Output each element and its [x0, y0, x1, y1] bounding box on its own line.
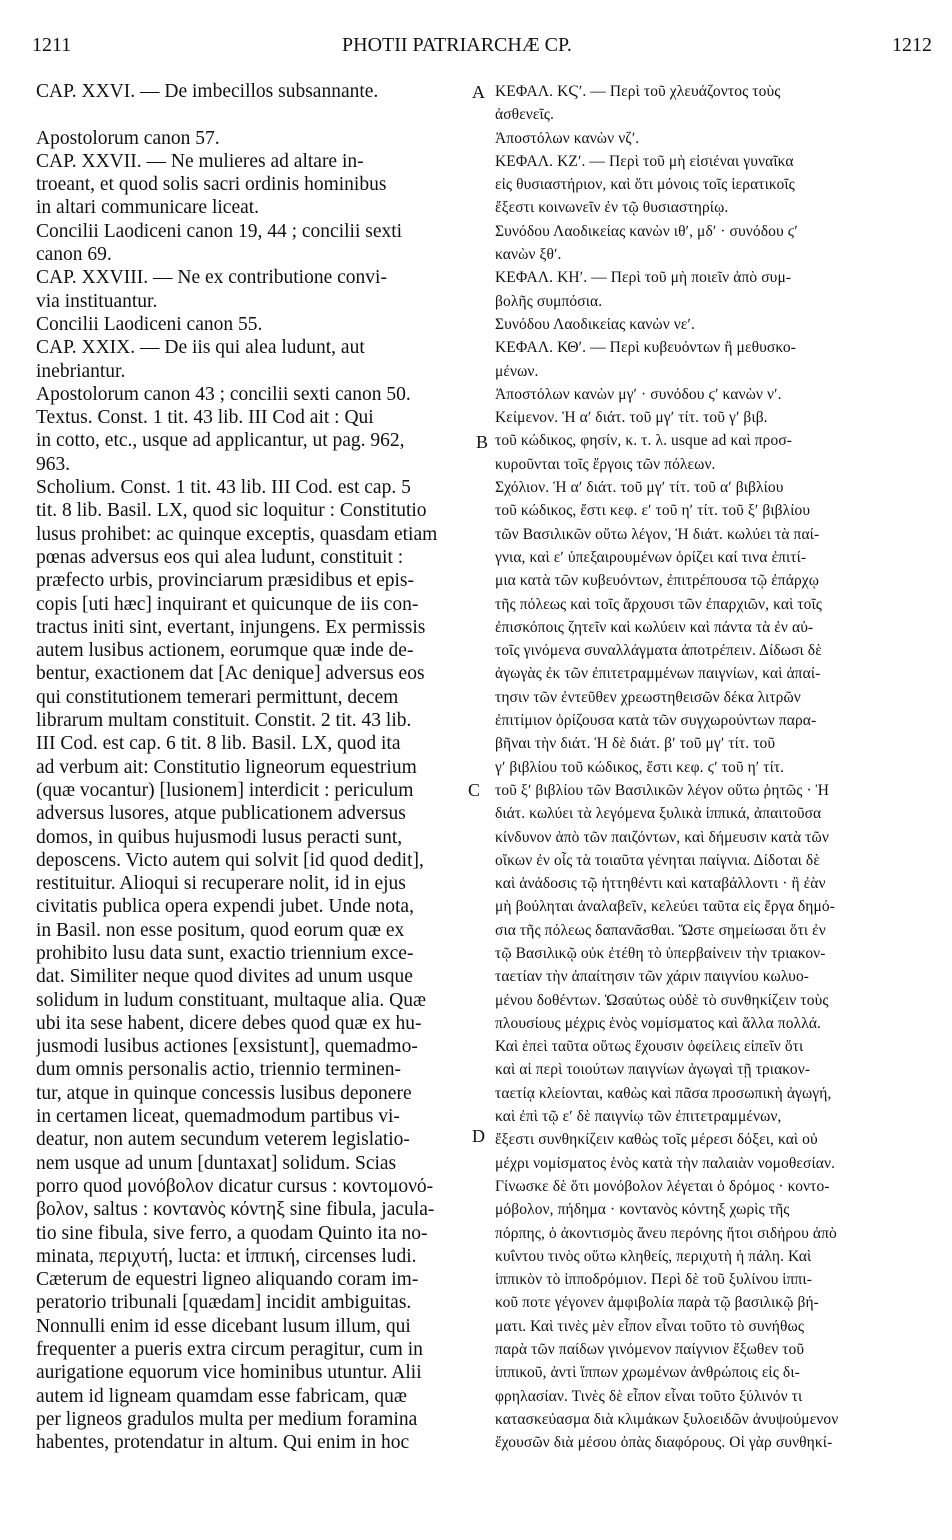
greek-text-line: Γίνωσκε δὲ ὅτι μονόβολον λέγεται ὁ δρόμος · κοντο- [495, 1177, 830, 1195]
section-marker-a: A [472, 82, 485, 102]
greek-text-line: σια τῆς πόλεως δαπανᾶσθαι. Ὥστε σημείωσαι ὅτι ἐν [495, 921, 826, 939]
latin-text-line: βολον, saltus : κοντανὸς κόντηξ sine fibula, jacula- [36, 1199, 435, 1221]
latin-text-line: præfecto urbis, provinciarum præsidibus et epis- [36, 570, 415, 592]
greek-text-line: τησιν τῶν ἐντεῦθεν χρεωστηθεισῶν δέκα λιτρῶν [495, 688, 801, 706]
greek-text-line: ματι. Καὶ τινὲς μὲν εἶπον εἶναι τοῦτο τὸ συνήθως [495, 1317, 805, 1335]
latin-text-line: deatur, non autem secundum veterem legislatio- [36, 1129, 410, 1151]
latin-text-line: ubi ita sese habent, dicere debes quod quæ ex hu- [36, 1012, 422, 1034]
latin-text-line: domos, in quibus hujusmodi lusus peracti sunt, [36, 826, 403, 848]
latin-text-line: Concilii Laodiceni canon 55. [36, 313, 263, 335]
latin-text-line: peratorio tribunali [quædam] incidit ambiguitas. [36, 1292, 412, 1314]
latin-text-line: lusus prohibet: ac quinque exceptis, quasdam etiam [36, 523, 438, 545]
greek-text-line: ἀσθενεῖς. [495, 106, 555, 124]
latin-text-line: in certamen liceat, quemadmodum partibus vi- [36, 1106, 400, 1128]
latin-text-line: restituitur. Alioqui si recuperare nolit, id in ejus [36, 873, 406, 895]
latin-text-line: via instituantur. [36, 290, 158, 312]
latin-text-line: dum omnis personalis actio, triennio terminen- [36, 1059, 402, 1081]
greek-text-line: εἰς θυσιαστήριον, καὶ ὅτι μόνοις τοῖς ἱερατικοῖς [495, 176, 795, 194]
page-header [32, 34, 932, 64]
greek-text-line: κυροῦνται τοῖς ἔργοις τῶν πόλεων. [495, 455, 716, 473]
greek-text-line: τῷ Βασιλικῷ οὐκ ἐτέθη τὸ ὑπερβαίνειν τὴν τριακον- [495, 944, 826, 962]
greek-text-line: ἔχουσῶν διὰ μέσου ὀπὰς διαφόρους. Οἱ γὰρ συνθηκί- [495, 1434, 833, 1452]
greek-text-line: τοῦ κώδικος, ἔστι κεφ. εʹ τοῦ ηʹ τίτ. τοῦ ξʹ βιβλίου [495, 502, 811, 520]
latin-text-line: Cæterum de equestri ligneo aliquando coram im- [36, 1269, 419, 1291]
greek-text-line: φρηλασίαν. Τινὲς δὲ εἶπον εἶναι τοῦτο ξύλινόν τι [495, 1387, 803, 1405]
latin-text-line: pœnas adversus eos qui alea ludunt, constituit : [36, 546, 404, 568]
greek-text-line: Ἀποστόλων κανὼν νζʹ. [495, 129, 640, 147]
greek-text-line: ἐπιτίμιον ὁρίζουσα κατὰ τῶν συγχωρούντων παρα- [495, 712, 817, 730]
greek-text-line: ἱππικοῦ, ἀντὶ ἵππων χρωμένων ἀνθρώποις εἰς δι- [495, 1364, 800, 1382]
latin-text-line: solidum in ludum constituant, multaque alia. Quæ [36, 989, 426, 1011]
greek-text-line: ἐπισκόποις ζητεῖν καὶ κωλύειν καὶ πάντα τὰ ἐν αὐ- [495, 618, 814, 636]
latin-text-line: tit. 8 lib. Basil. LX, quod sic loquitur : Constitutio [36, 500, 427, 522]
latin-text-line: bentur, exactionem dat [Ac denique] adversus eos [36, 663, 425, 685]
greek-text-line: Συνόδου Λαοδικείας κανὼν ιθʹ, μδʹ · συνόδου ϛʹ [495, 222, 798, 240]
greek-text-line: κίνδυνον ἀπὸ τῶν παιζόντων, καὶ δήμευσιν κατὰ τῶν [495, 828, 829, 846]
latin-text-line [36, 103, 468, 126]
greek-text-line: Σχόλιον. Ἡ αʹ διάτ. τοῦ μγʹ τίτ. τοῦ αʹ βιβλίου [495, 479, 784, 497]
latin-text-line: in Basil. non esse positum, quod eorum quæ ex [36, 919, 405, 941]
latin-text-line: III Cod. est cap. 6 tit. 8 lib. Basil. LX, quod ita [36, 733, 401, 755]
latin-text-line: tur, atque in quinque concessis lusibus deponere [36, 1082, 412, 1104]
greek-column [495, 80, 935, 1455]
latin-text-line: tractus initi sint, evertant, injungens. Ex permissis [36, 616, 426, 638]
greek-text-line: μένων. [495, 362, 539, 380]
greek-text-line: ΚΕΦΑΛ. ΚϚʹ. — Περὶ τοῦ χλευάζοντος τοὺς [495, 83, 781, 100]
latin-text-line: (quæ vocantur) [lusionem] interdicit : periculum [36, 779, 414, 801]
latin-text-line: troeant, et quod solis sacri ordinis hominibus [36, 174, 387, 196]
greek-text-line: τοῖς γινόμενα συναλλάγματα ἀποτρέπειν. Δίδωσι δὲ [495, 642, 822, 660]
greek-text-line: γʹ βιβλίου τοῦ κώδικος, ἔστι κεφ. ϛʹ τοῦ ηʹ τίτ. [495, 758, 785, 776]
greek-text-line: παρὰ τῶν παίδων γινόμενον παίγνιον ἔξωθεν τοῦ [495, 1341, 805, 1359]
greek-text-line: καὶ ἀνάδοσις τῷ ἡττηθέντι καὶ καταβάλλοντι · ἢ ἐὰν [495, 875, 826, 893]
latin-text-line: librarum multam constituit. Constit. 2 tit. 43 lib. [36, 710, 412, 732]
latin-text-line: copis [uti hæc] inquirant et quicunque de iis con- [36, 593, 419, 615]
latin-text-line: Apostolorum canon 57. [36, 127, 220, 149]
greek-text-line: μια κατὰ τῶν κυβευόντων, ἐπιτρέπουσα τῷ ἐπάρχῳ [495, 572, 820, 590]
greek-text-line: Κείμενον. Ἡ αʹ διάτ. τοῦ μγʹ τίτ. τοῦ γʹ βιβ. [495, 409, 768, 427]
latin-text-line: aurigatione equorum vice hominibus utuntur. Alii [36, 1362, 422, 1384]
greek-text-line: μένου δοθέντων. Ὡσαύτως οὐδὲ τὸ συνθηκίζειν τοὺς [495, 991, 829, 1009]
greek-text-line: Καὶ ἐπεὶ ταῦτα οὕτως ἔχουσιν ὀφείλεις εἰπεῖν ὅτι [495, 1038, 804, 1056]
greek-text-line: πλουσίους μέχρις ἑνὸς νομίσματος καὶ ἄλλα πολλά. [495, 1014, 822, 1032]
latin-text-line: inebriantur. [36, 360, 126, 382]
latin-text-line: civitatis publica opera expendi jubet. Unde nota, [36, 896, 414, 918]
greek-text-line: μέχρι νομίσματος ἑνὸς κατὰ τὴν παλαιὰν νομοθεσίαν. [495, 1154, 836, 1172]
latin-text-line: CAP. XXVI. — De imbecillos subsannante. [36, 81, 379, 102]
latin-text-line: Scholium. Const. 1 tit. 43 lib. III Cod. est cap. 5 [36, 477, 411, 499]
latin-text-line: nem usque ad unum [duntaxat] solidum. Scias [36, 1152, 397, 1174]
greek-text-line: γνια, καὶ εʹ ὑπεξαιρουμένων ὁρίζει καί τινα ἐπιτί- [495, 548, 807, 566]
latin-text-line: frequenter a pueris extra circum peragitur, cum in [36, 1339, 423, 1361]
latin-text-line: Concilii Laodiceni canon 19, 44 ; concilii sexti [36, 220, 403, 242]
greek-text-line: Συνόδου Λαοδικείας κανὼν νεʹ. [495, 315, 695, 333]
latin-text-line: in cotto, etc., usque ad applicantur, ut pag. 962, [36, 430, 405, 452]
greek-text-line: ταετίᾳ κλείονται, καθὼς καὶ πᾶσα προσωπικὴ ἀγωγή, [495, 1084, 832, 1102]
latin-text-line: dat. Similiter neque quod divites ad unum usque [36, 966, 413, 988]
section-marker-c: C [468, 780, 481, 800]
latin-text-line: CAP. XXVIII. — Ne ex contributione convi- [36, 267, 387, 289]
latin-text-line: adversus lusores, atque publicationem adversus [36, 803, 406, 825]
latin-text-line: porro quod μονόβολον dicatur cursus : κοντομονό- [36, 1175, 434, 1197]
greek-text-line: ἔξεστι συνθηκίζειν καθὼς τοῖς μέρεσι δόξει, καὶ οὐ [495, 1131, 818, 1149]
greek-text-line: ἀγωγὰς ἐκ τῶν ἐπιτετραμμένων παιγνίων, καὶ ἀπαί- [495, 665, 821, 683]
greek-text-line: τῆς πόλεως καὶ τοῖς ἄρχουσι τῶν ἐπαρχιῶν, καὶ τοῖς [495, 595, 823, 613]
greek-text-line: ἔξεστι κοινωνεῖν ἐν τῷ θυσιαστηρίῳ. [495, 199, 729, 217]
latin-text-line: in altari communicare liceat. [36, 197, 260, 219]
latin-text-line: qui constitutionem temerari permittunt, decem [36, 686, 399, 708]
latin-text-line: Nonnulli enim id esse dicebant lusum illum, qui [36, 1315, 411, 1337]
greek-text-line: ΚΕΦΑΛ. ΚΘʹ. — Περὶ κυβευόντων ἢ μεθυσκο- [495, 339, 797, 357]
running-title: PHOTII PATRIARCHÆ CP. [342, 34, 572, 56]
greek-text-line: καὶ αἱ περὶ τοιούτων παιγνίων ἀγωγαὶ τῇ τριακον- [495, 1061, 811, 1079]
greek-text-line: ΚΕΦΑΛ. ΚΗʹ. — Περὶ τοῦ μὴ ποιεῖν ἀπὸ συμ- [495, 269, 792, 287]
latin-text-line: CAP. XXVII. — Ne mulieres ad altare in- [36, 150, 364, 172]
latin-text-line: prohibito lusu data sunt, exactio triennium exce- [36, 942, 414, 964]
greek-text-line: βῆναι τὴν διάτ. Ἡ δὲ διάτ. βʹ τοῦ μγʹ τίτ. τοῦ [495, 735, 776, 753]
greek-text-line: καὶ ἐπὶ τῷ εʹ δὲ παιγνίῳ τῶν ἐπιτετραμμένων, [495, 1108, 782, 1126]
greek-text-line: ἱππικὸν τὸ ἱπποδρόμιον. Περὶ δὲ τοῦ ξυλίνου ἱππι- [495, 1271, 812, 1289]
greek-text-line: κυΐντου τινὸς οὕτω κληθείς, περιχυτὴ ἡ πάλη. Καὶ [495, 1247, 812, 1265]
latin-text-line: Textus. Const. 1 tit. 43 lib. III Cod ait : Qui [36, 407, 374, 429]
latin-text-line: jusmodi lusibus actiones [exsistunt], quemadmo- [36, 1036, 418, 1058]
greek-text-line: οἴκων ἐν οἷς τὰ τοιαῦτα γένηται παίγνια. Δίδοται δὲ [495, 851, 820, 869]
page-number-left: 1211 [32, 34, 72, 56]
greek-text-line: μόβολον, πήδημα · κοντανὸς κόντηξ χωρὶς τῆς [495, 1201, 790, 1219]
greek-text-line: πόρπης, ὁ ἀκοντισμὸς ἄνευ περόνης ἤτοι σιδήρου ἀπὸ [495, 1224, 837, 1242]
latin-text-line: 963. [36, 453, 71, 475]
latin-text-line: habentes, protendatur in altum. Qui enim in hoc [36, 1432, 410, 1454]
latin-text-line: tio sine fibula, sive ferro, a quodam Quinto ita no- [36, 1222, 428, 1244]
greek-text-line: τῶν Βασιλικῶν οὕτω λέγον, Ἡ διάτ. κωλύει τὰ παί- [495, 525, 820, 543]
latin-column [36, 80, 468, 1455]
latin-text-line: minata, περιχυτή, lucta: et ἱππική, circenses ludi. [36, 1245, 417, 1267]
greek-text-line: κανὼν ξθʹ. [495, 246, 562, 264]
greek-text-line: τοῦ ξʹ βιβλίου τῶν Βασιλικῶν λέγον οὕτω ῥητῶς · Ἡ [495, 781, 830, 799]
greek-text-line: κατασκεύασμα διὰ κλιμάκων ξυλοειδῶν ἀνυψούμενον [495, 1410, 839, 1428]
greek-text-line: βολῆς συμπόσια. [495, 292, 603, 310]
greek-text-line: κοῦ ποτε γέγονεν ἀμφιβολία παρὰ τῷ βασιλικῷ βή- [495, 1294, 819, 1312]
section-marker-b: B [476, 432, 489, 452]
latin-text-line: per ligneos gradulos multa per medium foramina [36, 1408, 418, 1430]
greek-text-line: ΚΕΦΑΛ. ΚΖʹ. — Περὶ τοῦ μὴ εἰσιέναι γυναῖκα [495, 152, 794, 170]
latin-text-line: canon 69. [36, 244, 112, 266]
greek-text-line: διάτ. κωλύει τὰ λεγόμενα ξυλικὰ ἱππικά, ἀπαιτοῦσα [495, 805, 822, 823]
latin-text-line: autem id ligneam quamdam esse fabricam, quæ [36, 1385, 407, 1407]
greek-text-line: μὴ βούληται ἀναλαβεῖν, κελεύει ταῦτα εἰς ἔργα δημό- [495, 898, 836, 916]
latin-text-line: Apostolorum canon 43 ; concilii sexti canon 50. [36, 383, 411, 405]
latin-text-line: CAP. XXIX. — De iis qui alea ludunt, aut [36, 337, 365, 359]
greek-text-line: τοῦ κώδικος, φησίν, κ. τ. λ. usque ad καὶ προσ- [495, 432, 793, 450]
section-marker-d: D [472, 1126, 485, 1146]
latin-text-line: autem lusibus actionem, eorumque quæ inde de- [36, 640, 414, 662]
greek-text-line: Ἀποστόλων κανὼν μγʹ · συνόδου ϛʹ κανὼν νʹ. [495, 385, 782, 403]
latin-text-line: ad verbum ait: Constitutio ligneorum equestrium [36, 756, 417, 778]
page-number-right: 1212 [892, 34, 932, 56]
latin-text-line: deposcens. Victo autem qui solvit [id quod dedit], [36, 849, 424, 871]
greek-text-line: ταετίαν τὴν ἀπαίτησιν τῶν χάριν παιγνίου κωλυο- [495, 968, 810, 986]
